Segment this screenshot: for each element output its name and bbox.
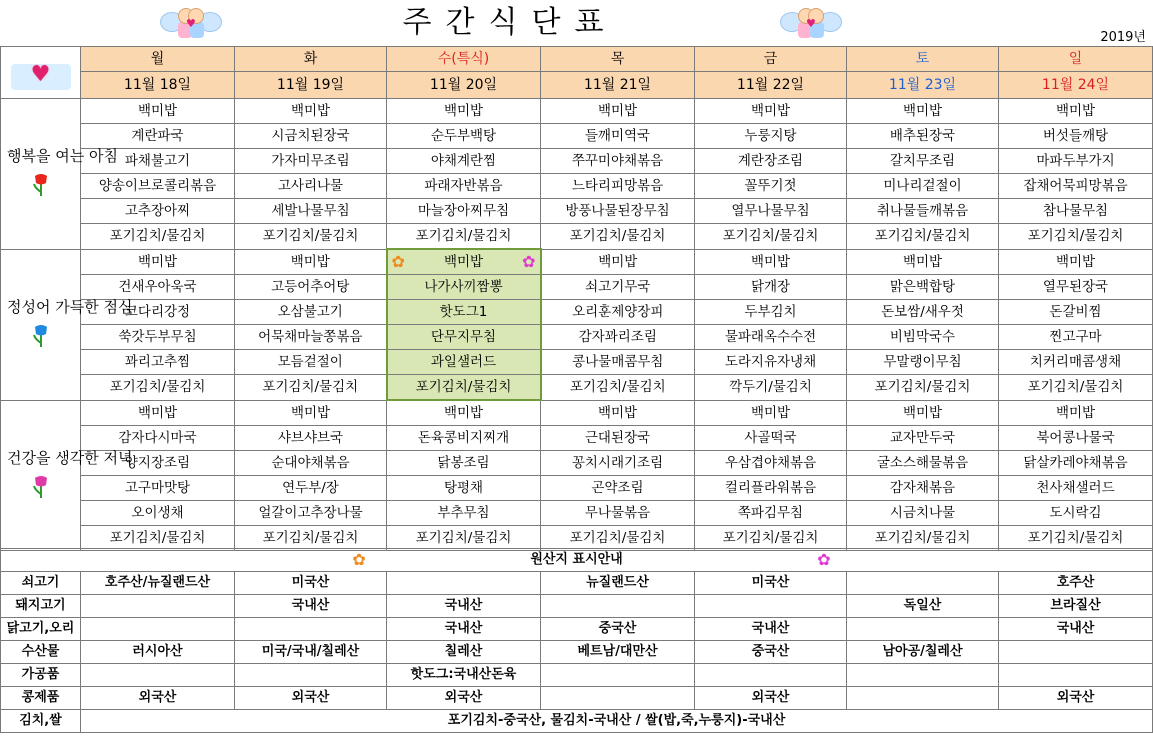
meal-label-cell — [1, 400, 133, 551]
date-sat: 11월 23일 — [847, 72, 999, 99]
origin-title-cell — [1, 549, 1153, 572]
menu-item-mon: 백미밥 — [81, 249, 235, 275]
origin-label: 콩제품 — [1, 687, 81, 710]
origin-kimchi-row — [1, 710, 1153, 733]
menu-item-sat: 교자만두국 — [847, 426, 999, 451]
menu-item-sun: 돈갈비찜 — [999, 300, 1153, 325]
meal-row — [1, 426, 1153, 451]
menu-item-sun: 마파두부가지 — [999, 149, 1153, 174]
menu-item-tue: 포기김치/물김치 — [235, 526, 387, 551]
menu-item-sat: 무말랭이무침 — [847, 350, 999, 375]
meal-row — [1, 451, 1153, 476]
meal-row — [1, 325, 1153, 350]
menu-item-thu: 느타리피망볶음 — [541, 174, 695, 199]
heart-logo-icon: ♥ — [11, 64, 71, 90]
origin-value: 독일산 — [847, 595, 999, 618]
menu-item-wed: 부추무침 — [387, 501, 541, 526]
menu-item-thu: 포기김치/물김치 — [541, 526, 695, 551]
origin-value: 러시아산 — [81, 641, 235, 664]
menu-item-mon: 양지장조림 — [81, 451, 235, 476]
menu-item-thu: 꽁치시래기조림 — [541, 451, 695, 476]
menu-item-tue: 얼갈이고추장나물 — [235, 501, 387, 526]
origin-label: 김치,쌀 — [1, 710, 81, 733]
menu-item-thu: 근대된장국 — [541, 426, 695, 451]
menu-item-sun: 참나물무침 — [999, 199, 1153, 224]
menu-item-sun: 치커리매콤생채 — [999, 350, 1153, 375]
menu-item-sat: 비빔막국수 — [847, 325, 999, 350]
menu-item-fri: 물파래옥수수전 — [695, 325, 847, 350]
daisy-right-icon: ✿ — [817, 549, 831, 569]
menu-item-thu: 곤약조림 — [541, 476, 695, 501]
menu-item-fri: 백미밥 — [695, 249, 847, 275]
origin-title: 원산지 표시안내 — [530, 552, 623, 567]
meal-label: 정성어 가득한 점심 — [7, 298, 133, 316]
date-row — [1, 72, 1153, 99]
origin-row — [1, 572, 1153, 595]
menu-item-tue: 세발나물무침 — [235, 199, 387, 224]
meal-row — [1, 501, 1153, 526]
origin-value: 베트남/대만산 — [541, 641, 695, 664]
origin-value: 남아공/칠레산 — [847, 641, 999, 664]
menu-item-tue: 고사리나물 — [235, 174, 387, 199]
origin-value: 미국산 — [235, 572, 387, 595]
daisy-icon: ✿ — [522, 252, 536, 271]
origin-label: 닭고기,오리 — [1, 618, 81, 641]
meal-row — [1, 275, 1153, 300]
menu-item-tue: 백미밥 — [235, 249, 387, 275]
day-name-tue: 화 — [235, 47, 387, 72]
menu-item-thu: 감자꽈리조림 — [541, 325, 695, 350]
menu-item-tue: 어묵채마늘쫑볶음 — [235, 325, 387, 350]
day-name-mon: 월 — [81, 47, 235, 72]
origin-value — [847, 618, 999, 641]
menu-item-wed: 파래자반볶음 — [387, 174, 541, 199]
origin-value — [999, 664, 1153, 687]
menu-item-wed: 포기김치/물김치 — [387, 526, 541, 551]
menu-item-mon: 꽈리고추찜 — [81, 350, 235, 375]
menu-item-sat: 시금치나물 — [847, 501, 999, 526]
origin-table — [0, 548, 1153, 733]
day-name-row — [1, 47, 1153, 72]
menu-item-fri: 컬리플라워볶음 — [695, 476, 847, 501]
menu-item-sat: 백미밥 — [847, 249, 999, 275]
date-mon: 11월 18일 — [81, 72, 235, 99]
meal-row — [1, 249, 1153, 275]
menu-item-tue: 모듬겉절이 — [235, 350, 387, 375]
menu-item-wed: 탕평채 — [387, 476, 541, 501]
meal-row — [1, 476, 1153, 501]
menu-item-mon: 계란파국 — [81, 124, 235, 149]
menu-item-tue: 포기김치/물김치 — [235, 375, 387, 401]
origin-value — [695, 595, 847, 618]
origin-kimchi-text: 포기김치-중국산, 물김치-국내산 / 쌀(밥,죽,누룽지)-국내산 — [81, 710, 1153, 733]
menu-item-sun: 찐고구마 — [999, 325, 1153, 350]
menu-item-sat: 미나리겉절이 — [847, 174, 999, 199]
origin-value: 칠레산 — [387, 641, 541, 664]
origin-value — [541, 595, 695, 618]
origin-value: 핫도그:국내산돈육 — [387, 664, 541, 687]
date-fri: 11월 22일 — [695, 72, 847, 99]
menu-item-mon: 쑥갓두부무침 — [81, 325, 235, 350]
origin-rows — [1, 572, 1153, 710]
menu-item-wed — [387, 249, 541, 275]
menu-item-fri: 백미밥 — [695, 99, 847, 124]
menu-item-wed: 닭봉조림 — [387, 451, 541, 476]
menu-item-thu: 쇠고기무국 — [541, 275, 695, 300]
menu-item-sat: 맑은백합탕 — [847, 275, 999, 300]
menu-item-fri: 꼴뚜기젓 — [695, 174, 847, 199]
menu-item-sat: 백미밥 — [847, 400, 999, 426]
origin-value: 국내산 — [999, 618, 1153, 641]
menu-item-sun: 천사채샐러드 — [999, 476, 1153, 501]
origin-value: 호주산 — [999, 572, 1153, 595]
menu-item-sun: 버섯들깨탕 — [999, 124, 1153, 149]
logo-cell — [1, 47, 81, 99]
menu-item-thu: 포기김치/물김치 — [541, 224, 695, 250]
menu-item-fri: 계란장조림 — [695, 149, 847, 174]
menu-item-tue: 가자미무조림 — [235, 149, 387, 174]
menu-item-thu: 백미밥 — [541, 400, 695, 426]
origin-value — [847, 687, 999, 710]
menu-item-tue: 시금치된장국 — [235, 124, 387, 149]
meal-row — [1, 199, 1153, 224]
origin-value: 호주산/뉴질랜드산 — [81, 572, 235, 595]
menu-item-sun: 포기김치/물김치 — [999, 526, 1153, 551]
menu-item-sun: 도시락김 — [999, 501, 1153, 526]
menu-item-fri: 쪽파김무침 — [695, 501, 847, 526]
meal-row — [1, 224, 1153, 250]
day-name-sun: 일 — [999, 47, 1153, 72]
day-name-fri: 금 — [695, 47, 847, 72]
menu-item-mon: 백미밥 — [81, 99, 235, 124]
menu-item-fri: 백미밥 — [695, 400, 847, 426]
meal-row — [1, 350, 1153, 375]
origin-value — [541, 664, 695, 687]
origin-value — [81, 664, 235, 687]
menu-item-sat: 백미밥 — [847, 99, 999, 124]
menu-item-mon: 포기김치/물김치 — [81, 224, 235, 250]
menu-item-thu: 들깨미역국 — [541, 124, 695, 149]
date-wed: 11월 20일 — [387, 72, 541, 99]
angel-decoration-left-icon: ♥ — [160, 4, 222, 40]
daisy-icon: ✿ — [391, 252, 405, 271]
menu-item-wed: 포기김치/물김치 — [387, 375, 541, 401]
menu-item-tue: 고등어추어탕 — [235, 275, 387, 300]
menu-item-fri: 깍두기/물김치 — [695, 375, 847, 401]
menu-item-thu: 백미밥 — [541, 249, 695, 275]
origin-value: 국내산 — [387, 595, 541, 618]
day-name-sat: 토 — [847, 47, 999, 72]
menu-item-wed: 핫도그1 — [387, 300, 541, 325]
origin-label: 가공품 — [1, 664, 81, 687]
menu-item-wed: 백미밥 — [387, 99, 541, 124]
menu-item-tue: 오삼불고기 — [235, 300, 387, 325]
menu-item-fri: 도라지유자냉채 — [695, 350, 847, 375]
origin-value — [235, 618, 387, 641]
page-title: 주간식단표 — [402, 5, 618, 40]
menu-item-thu: 오리훈제양장피 — [541, 300, 695, 325]
origin-value — [847, 664, 999, 687]
origin-value — [847, 572, 999, 595]
date-sun: 11월 24일 — [999, 72, 1153, 99]
menu-item-mon: 코다리강정 — [81, 300, 235, 325]
meal-label-cell — [1, 99, 118, 250]
day-name-thu: 목 — [541, 47, 695, 72]
special-menu-item: 백미밥 — [443, 254, 484, 270]
menu-item-thu: 백미밥 — [541, 99, 695, 124]
menu-item-sun: 포기김치/물김치 — [999, 375, 1153, 401]
tulip-icon — [31, 474, 51, 492]
menu-item-wed: 백미밥 — [387, 400, 541, 426]
meal-label: 행복을 여는 아침 — [7, 147, 118, 166]
date-tue: 11월 19일 — [235, 72, 387, 99]
menu-item-sat: 감자채볶음 — [847, 476, 999, 501]
menu-item-thu: 방풍나물된장무침 — [541, 199, 695, 224]
menu-item-sat: 포기김치/물김치 — [847, 224, 999, 250]
menu-item-fri: 닭개장 — [695, 275, 847, 300]
origin-value — [81, 618, 235, 641]
meal-row — [1, 149, 1153, 174]
origin-label: 쇠고기 — [1, 572, 81, 595]
menu-item-tue: 샤브샤브국 — [235, 426, 387, 451]
menu-item-thu: 쭈꾸미야채볶음 — [541, 149, 695, 174]
menu-item-sun: 잡채어묵피망볶음 — [999, 174, 1153, 199]
menu-item-sun: 백미밥 — [999, 249, 1153, 275]
menu-item-fri: 열무나물무침 — [695, 199, 847, 224]
origin-label: 돼지고기 — [1, 595, 81, 618]
menu-item-thu: 무나물볶음 — [541, 501, 695, 526]
tulip-icon — [31, 172, 51, 190]
menu-item-fri: 두부김치 — [695, 300, 847, 325]
tulip-icon — [31, 323, 51, 341]
origin-value: 중국산 — [695, 641, 847, 664]
angel-decoration-right-icon: ♥ — [780, 4, 842, 40]
menu-item-sun: 북어콩나물국 — [999, 426, 1153, 451]
menu-item-fri: 포기김치/물김치 — [695, 224, 847, 250]
menu-item-tue: 순대야채볶음 — [235, 451, 387, 476]
origin-value: 외국산 — [81, 687, 235, 710]
origin-row — [1, 595, 1153, 618]
menu-item-sat: 굴소스해물볶음 — [847, 451, 999, 476]
menu-item-mon: 감자다시마국 — [81, 426, 235, 451]
menu-item-mon: 건새우아욱국 — [81, 275, 235, 300]
origin-row — [1, 687, 1153, 710]
origin-value — [695, 664, 847, 687]
menu-item-mon: 고추장아찌 — [81, 199, 235, 224]
menu-item-sat: 포기김치/물김치 — [847, 526, 999, 551]
menu-item-sat: 취나물들깨볶음 — [847, 199, 999, 224]
menu-item-wed: 포기김치/물김치 — [387, 224, 541, 250]
menu-item-wed: 야채계란찜 — [387, 149, 541, 174]
menu-item-wed: 마늘장아찌무침 — [387, 199, 541, 224]
menu-item-wed: 과일샐러드 — [387, 350, 541, 375]
menu-item-tue: 백미밥 — [235, 400, 387, 426]
menu-item-thu: 콩나물매콤무침 — [541, 350, 695, 375]
year-label: 2019년 — [1100, 30, 1146, 45]
menu-item-sat: 돈보쌈/새우젓 — [847, 300, 999, 325]
origin-value — [387, 572, 541, 595]
menu-item-tue: 연두부/장 — [235, 476, 387, 501]
origin-title-row — [1, 549, 1153, 572]
origin-value: 미국/국내/칠레산 — [235, 641, 387, 664]
menu-item-wed: 돈육콩비지찌개 — [387, 426, 541, 451]
menu-item-wed: 나가사끼짬뽕 — [387, 275, 541, 300]
meal-row — [1, 124, 1153, 149]
menu-item-mon: 백미밥 — [81, 400, 235, 426]
menu-item-sat: 갈치무조림 — [847, 149, 999, 174]
origin-value — [999, 641, 1153, 664]
menu-item-fri: 우삼겹야채볶음 — [695, 451, 847, 476]
meal-row — [1, 375, 1153, 401]
menu-item-tue: 백미밥 — [235, 99, 387, 124]
menu-item-mon: 오이생채 — [81, 501, 235, 526]
menu-item-wed: 순두부백탕 — [387, 124, 541, 149]
origin-value — [81, 595, 235, 618]
menu-item-wed: 단무지무침 — [387, 325, 541, 350]
menu-item-sun: 백미밥 — [999, 99, 1153, 124]
menu-item-mon: 파채불고기 — [81, 149, 235, 174]
menu-item-fri: 사골떡국 — [695, 426, 847, 451]
menu-item-mon: 양송이브로콜리볶음 — [81, 174, 235, 199]
origin-value: 브라질산 — [999, 595, 1153, 618]
menu-item-sun: 닭살카레야채볶음 — [999, 451, 1153, 476]
menu-item-sun: 포기김치/물김치 — [999, 224, 1153, 250]
meal-row — [1, 174, 1153, 199]
origin-value: 외국산 — [235, 687, 387, 710]
menu-item-fri: 누룽지탕 — [695, 124, 847, 149]
menu-item-sat: 포기김치/물김치 — [847, 375, 999, 401]
origin-value — [541, 687, 695, 710]
origin-label: 수산물 — [1, 641, 81, 664]
menu-item-thu: 포기김치/물김치 — [541, 375, 695, 401]
menu-item-mon: 고구마맛탕 — [81, 476, 235, 501]
meal-row — [1, 400, 1153, 426]
origin-row — [1, 618, 1153, 641]
origin-value: 뉴질랜드산 — [541, 572, 695, 595]
date-thu: 11월 21일 — [541, 72, 695, 99]
origin-value: 외국산 — [387, 687, 541, 710]
meal-label: 건강을 생각한 저녁 — [7, 448, 133, 467]
origin-value: 국내산 — [235, 595, 387, 618]
origin-row — [1, 641, 1153, 664]
origin-value — [235, 664, 387, 687]
meal-rows — [1, 99, 1153, 551]
origin-value: 외국산 — [695, 687, 847, 710]
page-header — [0, 0, 1152, 46]
meal-row — [1, 526, 1153, 551]
menu-item-tue: 포기김치/물김치 — [235, 224, 387, 250]
menu-item-mon: 포기김치/물김치 — [81, 375, 235, 401]
menu-item-sun: 열무된장국 — [999, 275, 1153, 300]
daisy-left-icon: ✿ — [352, 549, 366, 569]
origin-value: 외국산 — [999, 687, 1153, 710]
origin-value: 국내산 — [695, 618, 847, 641]
meal-row — [1, 300, 1153, 325]
menu-item-fri: 포기김치/물김치 — [695, 526, 847, 551]
weekly-menu-table — [0, 46, 1153, 551]
day-name-wed: 수(특식) — [387, 47, 541, 72]
meal-row — [1, 99, 1153, 124]
menu-item-mon: 포기김치/물김치 — [81, 526, 235, 551]
origin-value: 중국산 — [541, 618, 695, 641]
origin-value: 국내산 — [387, 618, 541, 641]
menu-item-sat: 배추된장국 — [847, 124, 999, 149]
origin-row — [1, 664, 1153, 687]
meal-label-cell — [1, 249, 133, 400]
origin-value: 미국산 — [695, 572, 847, 595]
menu-item-sun: 백미밥 — [999, 400, 1153, 426]
